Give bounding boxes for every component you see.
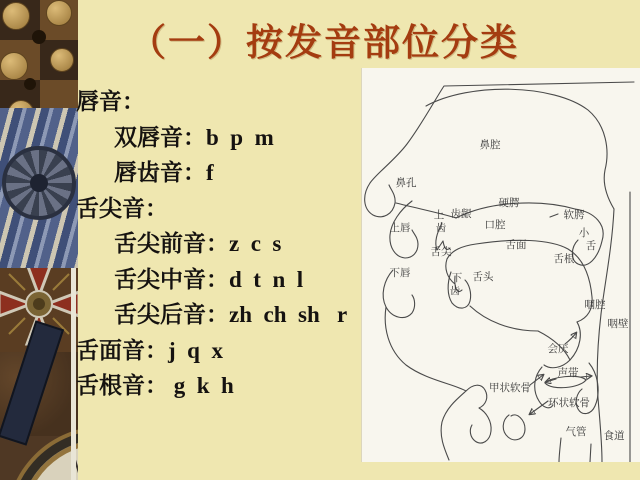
- diagram-label: 甲状软骨: [489, 383, 531, 394]
- vocal-tract-diagram: [362, 68, 640, 462]
- diagram-label: 舌尖: [430, 247, 452, 258]
- rosette-icon: [2, 146, 76, 220]
- vocal-tract-diagram-panel: [362, 68, 640, 462]
- diagram-label: 上唇: [389, 223, 411, 234]
- list-line: 舌尖后音：zh ch sh r: [114, 302, 348, 327]
- nasal-cavity-path: [426, 89, 614, 209]
- list-line: 唇齿音：f: [114, 160, 214, 185]
- diagram-label: 声带: [557, 368, 579, 379]
- diagram-label: 舌: [585, 241, 597, 252]
- diagram-label: 气管: [565, 427, 587, 438]
- decorative-photo-strip: [0, 0, 78, 480]
- pharynx-inner-wall-path: [597, 209, 614, 462]
- thyroid-cartilage-path: [466, 385, 491, 443]
- checker-piece: [2, 2, 30, 30]
- diagram-label: 会厌: [547, 344, 569, 355]
- list-line: 舌尖中音：d t n l: [114, 266, 304, 292]
- vocal-cords-arrow-right: [581, 376, 591, 377]
- checker-piece: [50, 48, 74, 72]
- diagram-label: 小: [578, 228, 590, 239]
- list-line: 舌尖前音：z c s: [114, 231, 282, 256]
- diagram-label: 硬腭: [498, 198, 520, 209]
- checkerboard-photo: [0, 0, 78, 118]
- list-line: 舌面音：j q x: [76, 337, 223, 363]
- diagram-label: 下唇: [389, 268, 411, 279]
- diagram-label: 齿龈: [450, 209, 472, 220]
- soft-palate-leader-line: [550, 214, 558, 217]
- trachea-front-path: [559, 438, 561, 462]
- diagram-label: 舌头: [472, 272, 494, 283]
- trachea-back-path: [590, 444, 591, 462]
- list-line: 舌根音： g k h: [76, 373, 234, 398]
- list-line: 双唇音：b p m: [114, 124, 274, 150]
- knot: [24, 78, 36, 90]
- diagram-label: 鼻孔: [395, 178, 417, 189]
- diagram-label: 齿: [435, 223, 447, 234]
- diagram-label: 软腭: [563, 210, 585, 221]
- diagram-label: 上: [433, 210, 445, 221]
- checker-piece: [0, 52, 28, 80]
- phoneme-list: [76, 84, 376, 404]
- diagram-label: 下: [451, 273, 463, 284]
- diagram-label: 舌根: [553, 254, 575, 265]
- knot: [32, 30, 46, 44]
- list-line: 舌尖音：: [76, 195, 168, 221]
- checker-piece: [46, 0, 72, 26]
- diagram-label: 舌面: [505, 240, 527, 251]
- tongue-path: [447, 240, 592, 322]
- list-line: 唇音：: [76, 89, 145, 114]
- cricoid-cartilage-path: [503, 415, 525, 440]
- nose-floor-path: [396, 203, 456, 218]
- slide-title: （一）按发音部位分类: [129, 23, 519, 64]
- ribbon-rosette: [0, 108, 78, 272]
- chin-neck-path: [385, 307, 466, 460]
- diagram-label: 咽壁: [607, 319, 629, 330]
- mouth-floor-path: [470, 306, 538, 331]
- diagram-label: 环状软骨: [548, 398, 590, 409]
- diagram-label: 齿: [449, 286, 461, 297]
- diagram-label: 食道: [603, 431, 625, 442]
- epiglottis-arrow: [565, 333, 576, 344]
- diagram-label: 鼻腔: [479, 140, 501, 151]
- diagram-label: 口腔: [484, 220, 506, 231]
- diagram-label: 咽腔: [584, 300, 606, 311]
